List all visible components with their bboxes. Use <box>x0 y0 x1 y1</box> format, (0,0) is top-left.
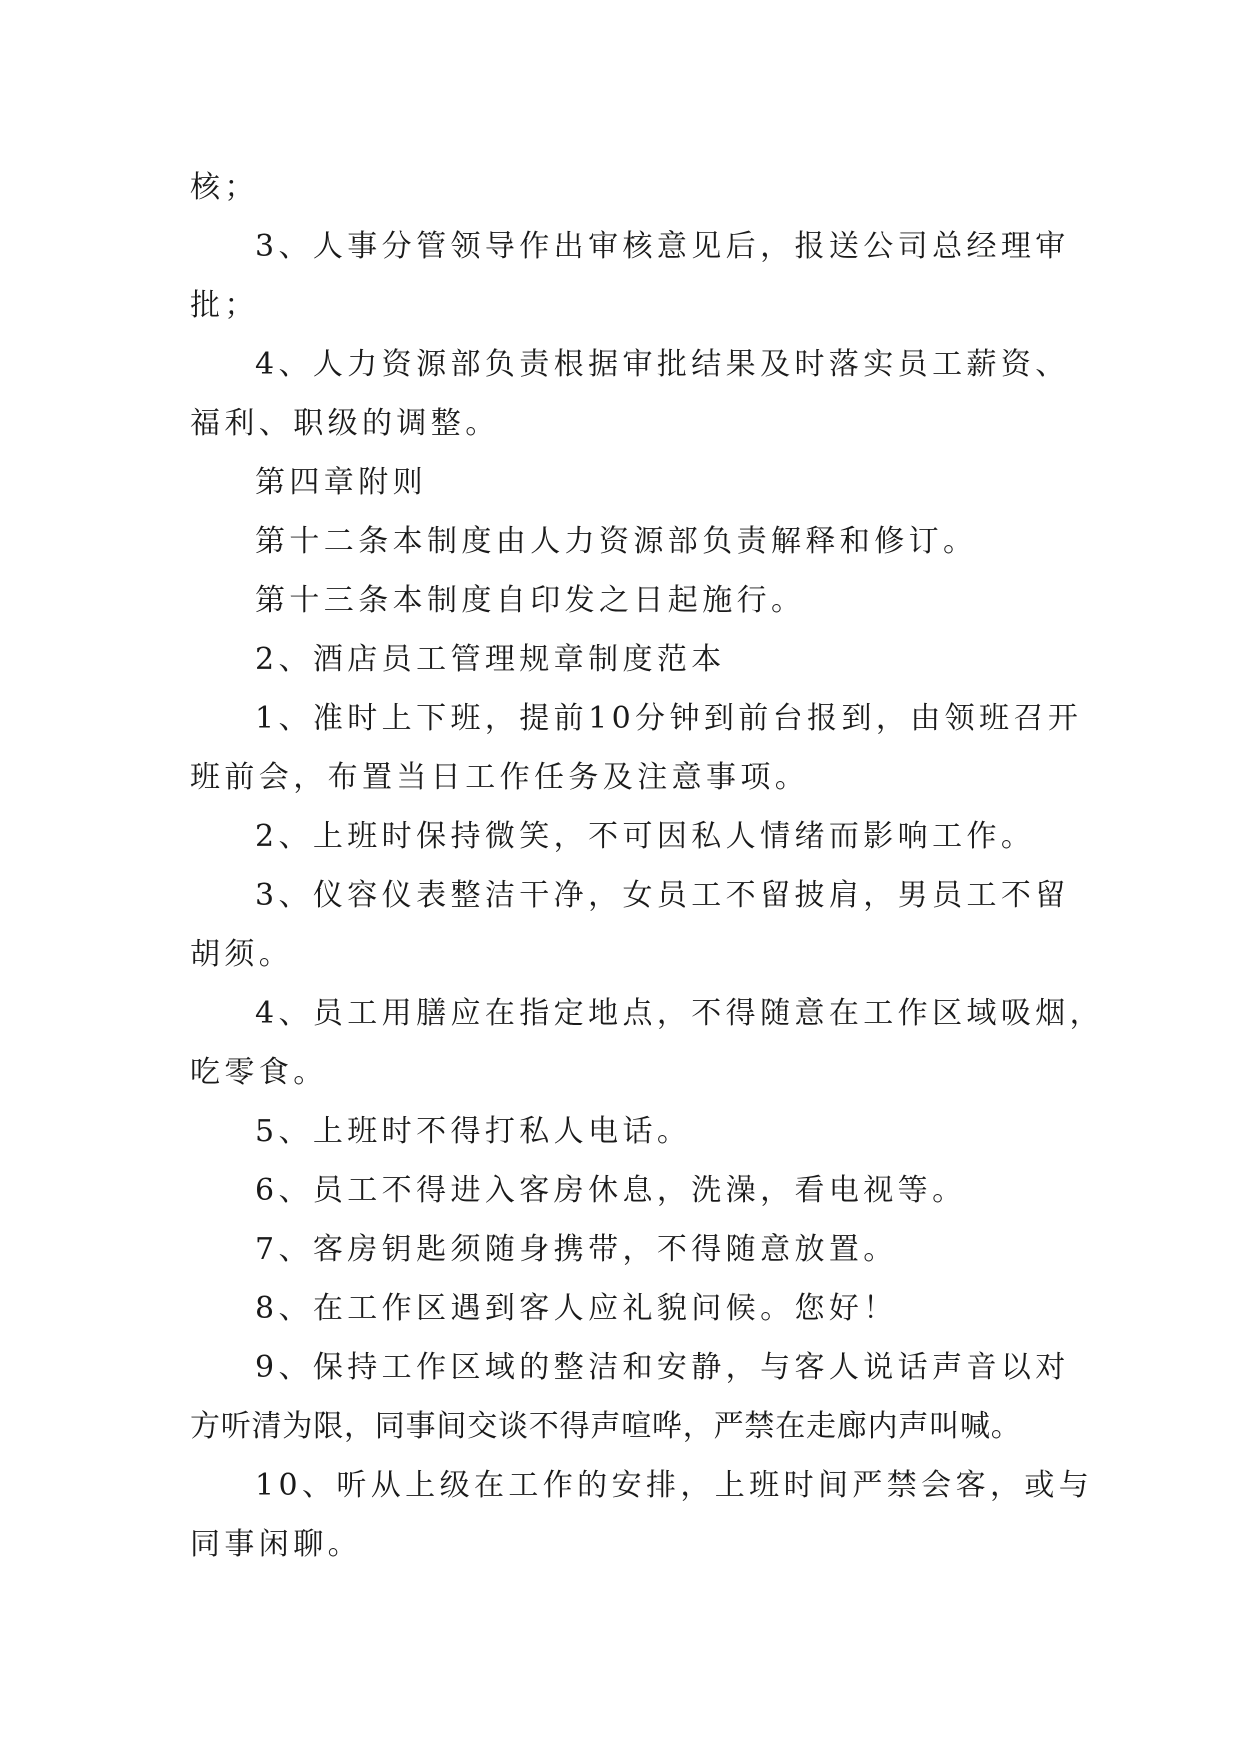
text-line: 第十二条本制度由人力资源部负责解释和修订。 <box>255 524 978 559</box>
section-heading: 2、酒店员工管理规章制度范本 <box>255 642 726 677</box>
text-line: 方听清为限，同事间交谈不得声喧哗，严禁在走廊内声叫喊。 <box>190 1409 1022 1444</box>
text-line: 9、保持工作区域的整洁和安静，与客人说话声音以对 <box>255 1350 1070 1385</box>
document-body <box>190 158 1105 1574</box>
text-line: 4、员工用膳应在指定地点，不得随意在工作区域吸烟， <box>255 996 1105 1031</box>
text-line: 3、仪容仪表整洁干净，女员工不留披肩，男员工不留 <box>255 878 1070 913</box>
text-line: 胡须。 <box>190 937 294 972</box>
text-line: 7、客房钥匙须随身携带，不得随意放置。 <box>255 1232 898 1267</box>
text-line: 1、准时上下班，提前10分钟到前台报到，由领班召开 <box>255 701 1083 736</box>
text-line: 8、在工作区遇到客人应礼貌问候。您好！ <box>255 1291 898 1326</box>
text-line: 班前会，布置当日工作任务及注意事项。 <box>190 760 810 795</box>
text-line: 福利、职级的调整。 <box>190 406 500 441</box>
text-line: 3、人事分管领导作出审核意见后，报送公司总经理审 <box>255 229 1070 264</box>
text-line: 4、人力资源部负责根据审批结果及时落实员工薪资、 <box>255 347 1070 382</box>
text-line: 核； <box>190 170 259 205</box>
text-line: 吃零食。 <box>190 1055 328 1090</box>
text-line: 6、员工不得进入客房休息，洗澡，看电视等。 <box>255 1173 967 1208</box>
chapter-heading: 第四章附则 <box>255 465 427 500</box>
text-line: 批； <box>190 288 259 323</box>
text-line: 同事闲聊。 <box>190 1527 362 1562</box>
text-line: 第十三条本制度自印发之日起施行。 <box>255 583 806 618</box>
text-line: 2、上班时保持微笑，不可因私人情绪而影响工作。 <box>255 819 1036 854</box>
text-line: 5、上班时不得打私人电话。 <box>255 1114 692 1149</box>
text-line: 10、听从上级在工作的安排，上班时间严禁会客，或与 <box>255 1468 1094 1503</box>
